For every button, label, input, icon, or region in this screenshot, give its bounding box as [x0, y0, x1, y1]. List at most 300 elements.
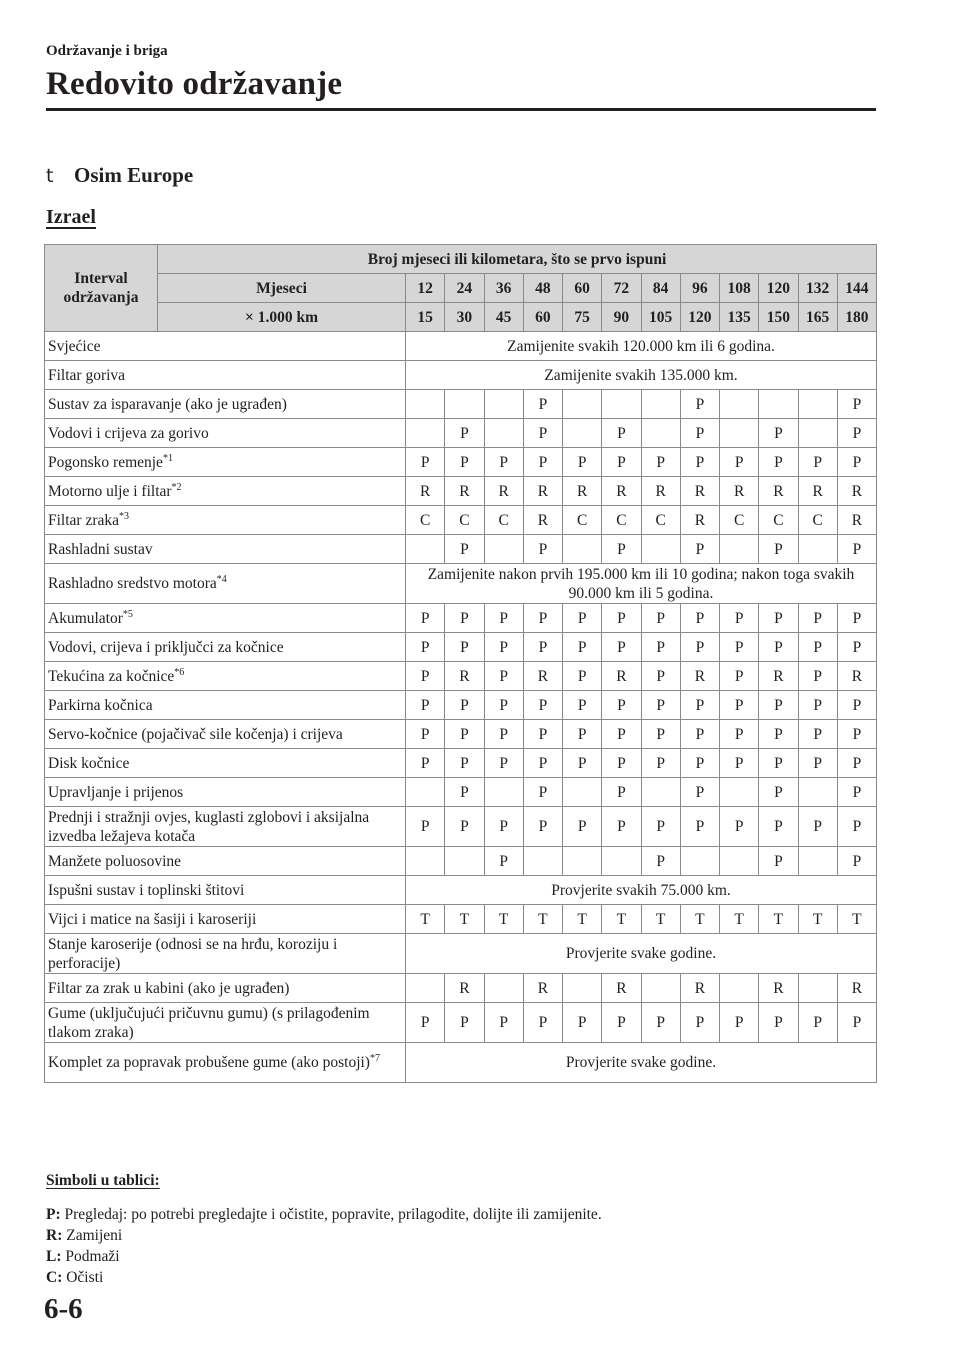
schedule-cell: P [563, 749, 602, 778]
schedule-cell: R [484, 477, 523, 506]
item-label-text: Pogonsko remenje [48, 453, 163, 471]
schedule-cell: P [484, 662, 523, 691]
month-header: 24 [445, 274, 484, 303]
table-row [45, 974, 877, 1003]
schedule-cell: P [798, 604, 837, 633]
schedule-cell: P [523, 448, 562, 477]
schedule-cell [523, 847, 562, 876]
table-row [45, 720, 877, 749]
schedule-cell: P [563, 1003, 602, 1043]
schedule-cell: P [837, 807, 876, 847]
month-header: 96 [680, 274, 719, 303]
month-header: 132 [798, 274, 837, 303]
item-label-text: Motorno ulje i filtar [48, 482, 172, 500]
legend-item [46, 1225, 876, 1246]
schedule-cell: P [563, 691, 602, 720]
item-label-text: Filtar goriva [48, 366, 126, 384]
schedule-cell: P [680, 390, 719, 419]
interval-note: Zamijenite svakih 135.000 km. [406, 361, 877, 390]
schedule-cell [563, 974, 602, 1003]
schedule-cell: P [523, 1003, 562, 1043]
item-label [45, 934, 406, 974]
schedule-cell: T [406, 905, 445, 934]
schedule-cell: P [837, 633, 876, 662]
schedule-cell: T [759, 905, 798, 934]
schedule-cell [641, 778, 680, 807]
schedule-cell: R [680, 662, 719, 691]
footnote-ref: *6 [174, 666, 185, 678]
schedule-cell: P [602, 749, 641, 778]
schedule-cell: T [720, 905, 759, 934]
item-label-text: Filtar za zrak u kabini (ako je ugrađen) [48, 979, 290, 997]
schedule-cell: R [445, 662, 484, 691]
schedule-cell: P [759, 807, 798, 847]
country-heading: Izrael [46, 206, 96, 228]
schedule-cell [563, 390, 602, 419]
schedule-cell [602, 847, 641, 876]
item-label-text: Disk kočnice [48, 754, 130, 772]
schedule-cell [798, 419, 837, 448]
schedule-cell: P [523, 749, 562, 778]
table-row [45, 934, 877, 974]
item-label [45, 477, 406, 506]
legend-item [46, 1204, 876, 1225]
item-label-text: Komplet za popravak probušene gume (ako postoji) [48, 1054, 370, 1071]
schedule-cell: P [523, 720, 562, 749]
interval-note: Provjerite svake godine. [406, 1043, 877, 1083]
item-label [45, 1003, 406, 1043]
schedule-cell: R [406, 477, 445, 506]
schedule-cell: P [759, 604, 798, 633]
schedule-cell: P [680, 749, 719, 778]
schedule-cell: P [641, 604, 680, 633]
item-label [45, 506, 406, 535]
schedule-cell: P [641, 807, 680, 847]
schedule-cell: P [720, 720, 759, 749]
schedule-cell: P [406, 807, 445, 847]
schedule-cell: P [523, 390, 562, 419]
table-row [45, 604, 877, 633]
table-row [45, 419, 877, 448]
legend-key: R: [46, 1227, 63, 1244]
section-label: Održavanje i briga [46, 43, 168, 59]
schedule-cell: P [602, 535, 641, 564]
schedule-cell: T [563, 905, 602, 934]
schedule-cell: P [641, 662, 680, 691]
schedule-cell: C [798, 506, 837, 535]
legend-item [46, 1267, 876, 1288]
schedule-cell: P [720, 691, 759, 720]
schedule-cell: P [641, 448, 680, 477]
page-title: Redovito održavanje [46, 66, 343, 102]
schedule-cell: R [523, 662, 562, 691]
km-header: 75 [563, 303, 602, 332]
schedule-cell: P [720, 633, 759, 662]
schedule-cell: P [641, 1003, 680, 1043]
schedule-cell: P [720, 662, 759, 691]
schedule-cell: C [602, 506, 641, 535]
schedule-cell: P [837, 749, 876, 778]
schedule-cell: R [602, 477, 641, 506]
item-label [45, 749, 406, 778]
item-label-text: Manžete poluosovine [48, 852, 182, 870]
schedule-cell: P [837, 390, 876, 419]
schedule-cell: P [484, 633, 523, 662]
item-label-text: Parkirna kočnica [48, 696, 153, 714]
km-header: 180 [837, 303, 876, 332]
schedule-cell [798, 847, 837, 876]
schedule-cell: P [445, 448, 484, 477]
schedule-cell: P [680, 633, 719, 662]
item-label [45, 633, 406, 662]
schedule-cell: P [680, 448, 719, 477]
table-row [45, 749, 877, 778]
schedule-cell: P [406, 633, 445, 662]
schedule-cell: P [445, 691, 484, 720]
schedule-cell: P [641, 691, 680, 720]
schedule-cell: P [484, 1003, 523, 1043]
schedule-cell: R [837, 974, 876, 1003]
schedule-cell: P [523, 633, 562, 662]
month-header: 84 [641, 274, 680, 303]
item-label-text: Sustav za isparavanje (ako je ugrađen) [48, 395, 287, 413]
item-label-text: Gume (uključujući pričuvnu gumu) (s prilagođenim tlakom zraka) [48, 1004, 370, 1041]
footnote-ref: *4 [216, 574, 227, 585]
table-row [45, 535, 877, 564]
item-label-text: Filtar zraka [48, 511, 120, 529]
item-label [45, 691, 406, 720]
schedule-cell: P [837, 720, 876, 749]
schedule-cell: T [602, 905, 641, 934]
schedule-cell: P [837, 535, 876, 564]
schedule-cell: P [837, 691, 876, 720]
item-label [45, 876, 406, 905]
schedule-cell [641, 535, 680, 564]
table-row [45, 477, 877, 506]
schedule-cell: P [837, 778, 876, 807]
schedule-cell: P [563, 604, 602, 633]
schedule-cell: P [602, 720, 641, 749]
schedule-cell [406, 535, 445, 564]
schedule-cell: R [523, 506, 562, 535]
subheading-bullet: t [46, 165, 54, 187]
schedule-cell: P [563, 720, 602, 749]
schedule-cell: P [759, 419, 798, 448]
schedule-cell: P [798, 807, 837, 847]
schedule-cell: P [484, 847, 523, 876]
schedule-cell: P [680, 604, 719, 633]
schedule-cell: P [837, 419, 876, 448]
item-label [45, 807, 406, 847]
schedule-cell: C [720, 506, 759, 535]
schedule-cell: R [602, 662, 641, 691]
schedule-cell: C [759, 506, 798, 535]
table-row [45, 506, 877, 535]
schedule-cell [563, 535, 602, 564]
item-label [45, 662, 406, 691]
schedule-cell: P [406, 749, 445, 778]
table-row [45, 905, 877, 934]
schedule-cell: P [406, 720, 445, 749]
schedule-cell: P [445, 604, 484, 633]
schedule-cell: C [641, 506, 680, 535]
schedule-cell: P [759, 633, 798, 662]
item-label [45, 535, 406, 564]
schedule-cell: P [602, 691, 641, 720]
page-header [46, 42, 876, 104]
schedule-cell: T [798, 905, 837, 934]
item-label [45, 604, 406, 633]
schedule-cell: P [563, 633, 602, 662]
schedule-cell: P [759, 535, 798, 564]
schedule-cell: P [759, 778, 798, 807]
item-label [45, 361, 406, 390]
schedule-cell: P [798, 633, 837, 662]
footnote-ref: *2 [171, 481, 182, 493]
schedule-cell [563, 847, 602, 876]
schedule-cell: P [523, 778, 562, 807]
schedule-cell: P [563, 448, 602, 477]
schedule-cell: P [406, 604, 445, 633]
schedule-cell: T [445, 905, 484, 934]
footnote-ref: *5 [122, 608, 133, 620]
schedule-cell [720, 390, 759, 419]
km-header: 60 [523, 303, 562, 332]
schedule-cell [720, 847, 759, 876]
item-label [45, 974, 406, 1003]
schedule-cell: R [837, 477, 876, 506]
schedule-cell: P [406, 691, 445, 720]
schedule-cell [406, 419, 445, 448]
schedule-cell: P [484, 807, 523, 847]
schedule-cell [798, 390, 837, 419]
schedule-cell: P [798, 1003, 837, 1043]
footnote-ref: *3 [119, 510, 130, 522]
interval-header: Interval održavanja [45, 245, 158, 332]
interval-note: Zamijenite svakih 120.000 km ili 6 godina. [406, 332, 877, 361]
schedule-cell: R [837, 506, 876, 535]
legend-key: C: [46, 1269, 63, 1286]
schedule-cell: P [798, 691, 837, 720]
symbol-legend [46, 1170, 876, 1288]
km-header: 90 [602, 303, 641, 332]
schedule-cell [720, 974, 759, 1003]
schedule-cell: P [602, 419, 641, 448]
table-row [45, 332, 877, 361]
schedule-cell: P [680, 807, 719, 847]
month-header: 36 [484, 274, 523, 303]
schedule-cell: P [680, 778, 719, 807]
item-label-text: Tekućina za kočnice [48, 667, 175, 685]
schedule-cell: P [641, 847, 680, 876]
item-label-text: Vodovi i crijeva za gorivo [48, 424, 209, 442]
schedule-cell: P [680, 1003, 719, 1043]
interval-note: Provjerite svake godine. [406, 934, 877, 974]
schedule-cell: R [680, 974, 719, 1003]
schedule-cell [406, 390, 445, 419]
footnote-ref: *7 [369, 1053, 380, 1064]
months-label: Mjeseci [158, 274, 406, 303]
schedule-cell: P [445, 749, 484, 778]
km-label: × 1.000 km [158, 303, 406, 332]
item-label-text: Stanje karoserije (odnosi se na hrđu, koroziju i perforacije) [48, 935, 338, 972]
schedule-cell: P [523, 535, 562, 564]
legend-items [46, 1204, 876, 1288]
maintenance-schedule-table [44, 244, 877, 1083]
schedule-cell: P [680, 419, 719, 448]
schedule-cell: P [759, 749, 798, 778]
schedule-cell: P [680, 720, 719, 749]
schedule-cell: P [523, 691, 562, 720]
legend-text: Pregledaj: po potrebi pregledajte i očistite, popravite, prilagodite, dolijte ili zamijenite. [64, 1206, 602, 1223]
table-row [45, 778, 877, 807]
km-header: 45 [484, 303, 523, 332]
table-row [45, 633, 877, 662]
item-label-text: Ispušni sustav i toplinski štitovi [48, 881, 245, 899]
schedule-cell [484, 535, 523, 564]
schedule-cell: P [641, 633, 680, 662]
schedule-cell: P [445, 419, 484, 448]
subheading [46, 162, 193, 189]
schedule-cell: P [720, 604, 759, 633]
legend-text: Zamijeni [66, 1227, 123, 1244]
schedule-cell: P [445, 1003, 484, 1043]
schedule-body [45, 332, 877, 1083]
km-header: 15 [406, 303, 445, 332]
km-header: 135 [720, 303, 759, 332]
schedule-cell [563, 419, 602, 448]
item-label-text: Svjećice [48, 337, 101, 355]
schedule-cell [563, 778, 602, 807]
schedule-cell: P [641, 720, 680, 749]
item-label [45, 905, 406, 934]
schedule-cell: P [484, 720, 523, 749]
item-label [45, 1043, 406, 1083]
schedule-cell [680, 847, 719, 876]
schedule-cell: P [837, 1003, 876, 1043]
schedule-cell: P [445, 778, 484, 807]
schedule-cell: C [484, 506, 523, 535]
schedule-cell [602, 390, 641, 419]
schedule-cell: P [602, 604, 641, 633]
schedule-cell: P [445, 720, 484, 749]
schedule-cell: R [445, 477, 484, 506]
month-header: 120 [759, 274, 798, 303]
schedule-cell: P [759, 720, 798, 749]
item-label-text: Rashladno sredstvo motora [48, 575, 217, 592]
span-header: Broj mjeseci ili kilometara, što se prvo ispuni [158, 245, 877, 274]
item-label [45, 390, 406, 419]
item-label [45, 847, 406, 876]
schedule-cell: R [680, 506, 719, 535]
schedule-cell: P [759, 448, 798, 477]
item-label-text: Upravljanje i prijenos [48, 783, 184, 801]
table-row [45, 691, 877, 720]
schedule-cell: C [563, 506, 602, 535]
schedule-cell: P [602, 778, 641, 807]
schedule-cell: R [641, 477, 680, 506]
schedule-cell: R [602, 974, 641, 1003]
schedule-cell: P [602, 807, 641, 847]
km-header: 30 [445, 303, 484, 332]
item-label [45, 448, 406, 477]
legend-text: Očisti [66, 1269, 104, 1286]
schedule-cell: P [602, 448, 641, 477]
schedule-cell: P [798, 662, 837, 691]
schedule-cell: P [445, 633, 484, 662]
legend-key: P: [46, 1206, 61, 1223]
legend-key: L: [46, 1248, 62, 1265]
table-row [45, 847, 877, 876]
header-rule [46, 108, 876, 111]
schedule-cell: P [720, 448, 759, 477]
item-label-text: Vodovi, crijeva i priključci za kočnice [48, 638, 284, 656]
schedule-cell: P [798, 749, 837, 778]
schedule-cell: R [759, 477, 798, 506]
schedule-cell: P [759, 1003, 798, 1043]
schedule-cell: T [484, 905, 523, 934]
schedule-cell: T [680, 905, 719, 934]
schedule-cell: P [406, 448, 445, 477]
schedule-cell: R [759, 974, 798, 1003]
schedule-cell: P [720, 1003, 759, 1043]
legend-title: Simboli u tablici: [46, 1172, 160, 1189]
schedule-cell [720, 535, 759, 564]
km-header: 105 [641, 303, 680, 332]
schedule-cell [798, 535, 837, 564]
schedule-cell [445, 847, 484, 876]
schedule-cell: P [759, 691, 798, 720]
schedule-cell [445, 390, 484, 419]
schedule-cell: P [484, 749, 523, 778]
schedule-cell: R [759, 662, 798, 691]
table-row [45, 564, 877, 604]
schedule-cell [406, 847, 445, 876]
schedule-cell: C [445, 506, 484, 535]
schedule-cell: P [523, 807, 562, 847]
schedule-cell [406, 974, 445, 1003]
schedule-cell: P [406, 1003, 445, 1043]
item-label [45, 419, 406, 448]
subheading-text: Osim Europe [74, 163, 194, 187]
schedule-cell: R [563, 477, 602, 506]
item-label [45, 332, 406, 361]
month-header: 108 [720, 274, 759, 303]
schedule-cell: P [563, 807, 602, 847]
table-row [45, 807, 877, 847]
schedule-cell [798, 778, 837, 807]
table-row [45, 662, 877, 691]
month-header: 12 [406, 274, 445, 303]
schedule-cell: R [837, 662, 876, 691]
legend-item [46, 1246, 876, 1267]
table-row [45, 390, 877, 419]
schedule-cell: P [680, 535, 719, 564]
schedule-cell: P [837, 604, 876, 633]
schedule-cell: P [798, 720, 837, 749]
interval-note: Provjerite svakih 75.000 km. [406, 876, 877, 905]
schedule-cell: P [641, 749, 680, 778]
table-row [45, 1003, 877, 1043]
schedule-cell: P [484, 604, 523, 633]
item-label-text: Akumulator [48, 609, 123, 627]
schedule-cell [720, 778, 759, 807]
schedule-cell: P [563, 662, 602, 691]
schedule-cell [406, 778, 445, 807]
schedule-cell: R [720, 477, 759, 506]
schedule-cell: P [523, 419, 562, 448]
schedule-cell [798, 974, 837, 1003]
